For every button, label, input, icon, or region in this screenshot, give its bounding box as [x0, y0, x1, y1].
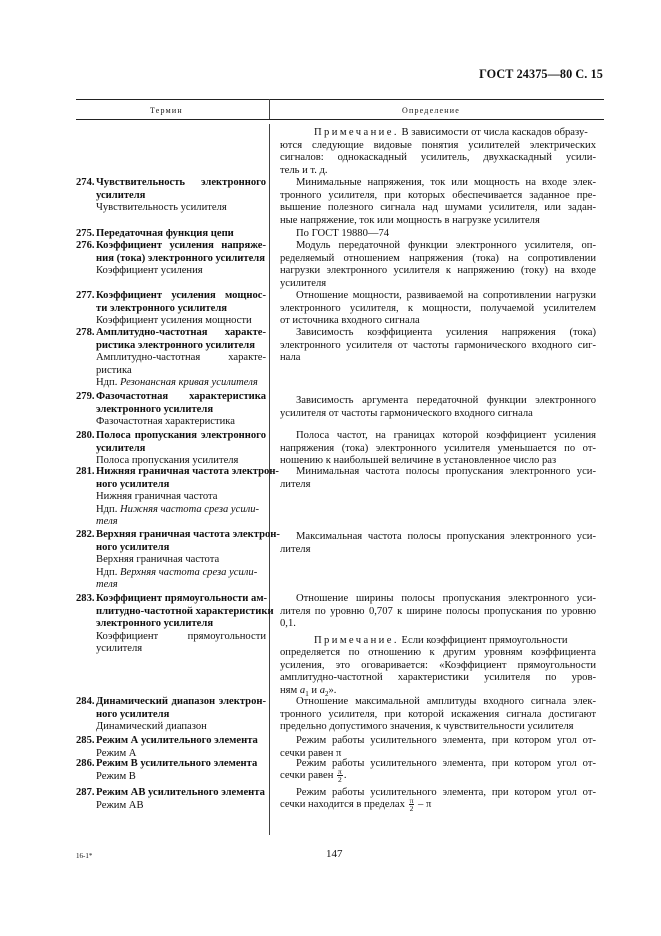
entry-number: 284. — [76, 696, 95, 707]
term-line: ния (тока) электронного усилителя — [96, 252, 265, 264]
short-term-line: ристика — [96, 364, 132, 376]
entry-number: 276. — [76, 240, 95, 251]
note-intro-line: ются следующие видовые понятия усилителей электрических — [280, 139, 596, 151]
term-line: Передаточная функция цепи — [96, 228, 234, 239]
note-line — [314, 635, 596, 648]
term-line: усилителя — [96, 189, 146, 201]
fraction-numerator: π — [338, 766, 342, 776]
deprecated-term-line — [96, 377, 266, 390]
subscript: 1 — [305, 689, 309, 698]
note-text: Если коэффициент прямоугольности — [401, 634, 568, 646]
short-term-line: Чувствительность усилителя — [96, 202, 227, 213]
definition-text: сечки равен — [280, 769, 334, 781]
definition-line: Отношение максимальной амплитуды входного сигнала элек- — [296, 696, 596, 707]
note-line: усиления, это оговаривается: «Коэффициент прямоугольности — [280, 659, 596, 671]
ndp-label: Ндп. — [96, 377, 118, 388]
term-line: Полоса пропускания электронного — [96, 430, 266, 441]
note-label: Примечание. — [314, 127, 399, 138]
short-term-line: Полоса пропускания усилителя — [96, 455, 239, 466]
term-line: ного усилителя — [96, 708, 170, 720]
note-intro-line: сигналов: однокаскадный усилитель, двухкаскадный усили- — [280, 152, 596, 163]
definition-line: 0,1. — [280, 618, 296, 629]
definition-line: от источника входного сигнала — [280, 315, 420, 326]
definition-line: лителя — [280, 543, 311, 555]
term-line: Динамический диапазон электрон- — [96, 696, 266, 707]
entry-number: 286. — [76, 758, 95, 769]
deprecated-term-line: теля — [96, 579, 118, 590]
fraction — [409, 797, 415, 812]
definition-line: нагрузки электронного усилителя к напряжению (току) на входе — [280, 265, 596, 276]
deprecated-term: Резонансная кривая усилителя — [120, 377, 258, 388]
entry-number: 275. — [76, 228, 95, 239]
entry-number: 283. — [76, 593, 95, 604]
term-line: Режим В усилительного элемента — [96, 758, 258, 769]
term-line: Коэффициент усиления напряже- — [96, 240, 266, 251]
note-text: ням — [280, 684, 298, 696]
short-term-line: Коэффициент прямоугольности — [96, 630, 266, 642]
definition-line: электронного усилителя, к мощности, получаемой усилителем — [280, 302, 596, 314]
fraction — [337, 768, 343, 783]
term-line: плитудно-частотной характеристики — [96, 605, 274, 617]
definition-line: усилителя — [280, 277, 327, 289]
entry-number: 281. — [76, 466, 95, 477]
deprecated-term: Верхняя частота среза усили- — [120, 566, 258, 578]
deprecated-term-line: теля — [96, 516, 118, 527]
definition-line: лителя по уровню 0,707 к ширине полосы пропускания по уровню — [280, 605, 596, 617]
note-line: амплитудно-частотной характеристики усилителя по уров- — [280, 672, 596, 683]
deprecated-term-line — [96, 567, 266, 580]
definition-line: Зависимость аргумента передаточной функции электронного — [296, 395, 596, 406]
term-line: Фазочастотная характеристика — [96, 391, 266, 402]
definition-tail: – π — [415, 798, 432, 810]
short-term-line: Режим АВ — [96, 799, 144, 811]
table-top-rule — [76, 99, 604, 100]
definition-line: По ГОСТ 19880—74 — [296, 228, 390, 239]
footer-signature: 16-1* — [76, 852, 93, 860]
definition-line: Максимальная частота полосы пропускания электронного уси- — [296, 531, 596, 542]
term-line: ного усилителя — [96, 478, 170, 490]
definition-line: нала — [280, 352, 301, 363]
definition-line: предельно допустимого значения, к чувствительности усилителя — [280, 721, 574, 732]
note-text: В зависимости от числа каскадов образу- — [401, 127, 588, 138]
short-term-line: Динамический диапазон — [96, 721, 207, 732]
term-line: ти электронного усилителя — [96, 302, 228, 314]
term-line: Амплитудно-частотная характе- — [96, 327, 266, 338]
definition-line: ные напряжение, ток или мощность в нагрузке усилителя — [280, 214, 540, 226]
term-line: электронного усилителя — [96, 403, 214, 415]
note-intro-line — [314, 127, 596, 140]
entry-number: 285. — [76, 735, 95, 746]
variable-a: a — [299, 684, 306, 696]
definition-line: Режим работы усилительного элемента, при котором угол от- — [296, 758, 596, 769]
entry-number: 274. — [76, 177, 95, 188]
short-term-line: Нижняя граничная частота — [96, 491, 218, 502]
entry-number: 280. — [76, 430, 95, 441]
note-label: Примечание. — [314, 634, 399, 646]
definition-line: Модуль передаточной функции электронного усилителя, оп- — [296, 240, 596, 251]
definition-line: Полоса частот, на границах которой коэффициент усиления — [296, 430, 596, 441]
short-term-line: Коэффициент усиления — [96, 265, 203, 276]
entry-number: 287. — [76, 787, 95, 798]
definition-text: сечки находится в пределах — [280, 798, 405, 810]
term-line: Коэффициент прямоугольности ам- — [96, 593, 268, 604]
definition-line: Режим работы усилительного элемента, при котором угол от- — [296, 787, 596, 798]
term-line: Коэффициент усиления мощнос- — [96, 290, 266, 301]
definition-line: усилителя от частоты гармонического входного сигнала — [280, 407, 533, 419]
definition-line: ределяемый отношением напряжения (тока) на сопротивлении — [280, 252, 596, 264]
term-line: Чувствительность электронного — [96, 177, 266, 188]
fraction-numerator: π — [409, 795, 414, 805]
ndp-label: Ндп. — [96, 503, 118, 515]
fraction-denominator: 2 — [409, 803, 414, 813]
entry-number: 279. — [76, 391, 95, 402]
short-term-line: Амплитудно-частотная характе- — [96, 352, 266, 363]
definition-line: Отношение ширины полосы пропускания электронного уси- — [296, 593, 596, 604]
definition-line: ношению к наибольшей величине в установленное число раз — [280, 455, 557, 466]
definition-line: Минимальные напряжения, ток или мощность на входе элек- — [296, 177, 596, 188]
deprecated-term-line — [96, 504, 266, 517]
entry-number: 277. — [76, 290, 95, 301]
note-text: и — [311, 684, 318, 696]
definition-line: сечки равен π — [280, 747, 342, 759]
definition-line — [280, 768, 596, 783]
short-term-line: Коэффициент усиления мощности — [96, 315, 252, 326]
term-line: Верхняя граничная частота электрон- — [96, 529, 280, 540]
definition-column-heading: Определение — [402, 106, 460, 115]
definition-line — [280, 797, 596, 812]
variable-a: a — [319, 684, 325, 696]
term-line: Нижняя граничная частота электрон- — [96, 466, 279, 477]
definition-line: тронного усилителя, при которых обеспечивается заданное пре- — [280, 189, 596, 201]
subscript: 2 — [324, 689, 329, 698]
term-line: Режим АВ усилительного элемента — [96, 787, 265, 798]
short-term-line: Верхняя граничная частота — [96, 554, 220, 565]
page-header: ГОСТ 24375—80 С. 15 — [479, 67, 603, 81]
term-line: электронного усилителя — [96, 618, 214, 629]
entry-number: 278. — [76, 327, 95, 338]
fraction-denominator: 2 — [338, 774, 342, 784]
term-line: Режим А усилительного элемента — [96, 735, 258, 746]
page-number: 147 — [326, 848, 343, 860]
definition-line: Минимальная частота полосы пропускания электронного уси- — [296, 466, 596, 477]
definition-tail: . — [343, 769, 347, 781]
short-term-line: усилителя — [96, 643, 143, 654]
entry-number: 282. — [76, 529, 95, 540]
definition-line: лителя — [280, 478, 311, 490]
term-line: усилителя — [96, 442, 146, 454]
note-line: определяется по отношению к другим уровням коэффициента — [280, 647, 596, 658]
term-column-heading: Термин — [150, 106, 183, 115]
column-divider — [269, 124, 270, 835]
definition-line: Режим работы усилительного элемента, при котором угол от- — [296, 735, 596, 746]
short-term-line: Фазочастотная характеристика — [96, 416, 235, 427]
table-header-rule — [76, 119, 604, 120]
column-divider-header — [269, 99, 270, 119]
definition-line: тронного усилителя, при которой искажения сигнала достигают — [280, 708, 596, 720]
term-line: ристика электронного усилителя — [96, 339, 255, 351]
term-line: ного усилителя — [96, 541, 170, 553]
short-term-line: Режим В — [96, 770, 136, 782]
deprecated-term: Нижняя частота среза усили- — [120, 503, 260, 515]
definition-line: электронного усилителя от частоты гармонического входного сиг- — [280, 339, 596, 351]
note-intro-line: тель и т. д. — [280, 164, 328, 176]
ndp-label: Ндп. — [96, 566, 118, 578]
definition-line: Отношение мощности, развиваемой на сопротивлении нагрузки — [296, 290, 596, 301]
note-text: ». — [328, 684, 337, 696]
short-term-line: Режим А — [96, 747, 137, 759]
definition-line: напряжения (тока) электронного усилителя уменьшается по от- — [280, 442, 596, 454]
definition-line: вышение полезного сигнала над шумами усилителя, или задан- — [280, 202, 596, 213]
definition-line: Зависимость коэффициента усиления напряжения (тока) — [296, 327, 596, 338]
